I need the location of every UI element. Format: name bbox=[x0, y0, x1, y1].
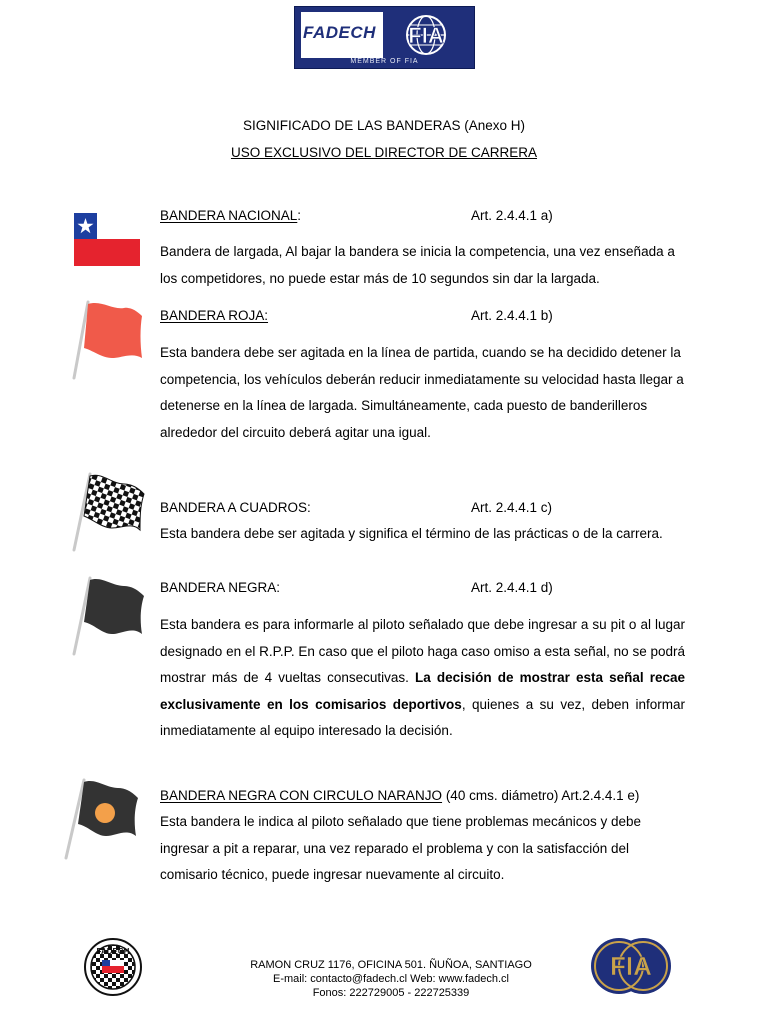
footer-contact bbox=[230, 958, 552, 1000]
heading-bandera-nacional: BANDERA NACIONAL: bbox=[160, 208, 302, 223]
fia-letters: FIA bbox=[408, 23, 444, 48]
description-bandera-roja: Esta bandera debe ser agitada en la línea de partida, cuando se ha decidido detener la competencia, los vehículos deberán reducir inmediatamente su velocidad hasta llegar a detenerse en la línea de largada. Simultáneamente, cada puesto de banderilleros alrededor del circuito deberá agitar una igual. bbox=[160, 345, 684, 440]
chile-flag-icon bbox=[74, 213, 140, 271]
heading-bandera-negra: BANDERA NEGRA: bbox=[160, 580, 281, 595]
bold-decision-text: La decisión de mostrar esta señal recae exclusivamente en los comisarios deportivos bbox=[160, 670, 685, 712]
fia-globe-icon bbox=[383, 12, 470, 58]
fadech-logo-text: FADECH bbox=[96, 947, 130, 956]
art-bandera-a-cuadros: Art. 2.4.4.1 c) bbox=[471, 500, 553, 515]
art-bandera-nacional: Art. 2.4.4.1 a) bbox=[471, 208, 553, 223]
black-orange-disc-flag-icon bbox=[62, 776, 142, 865]
document-subtitle: USO EXCLUSIVO DEL DIRECTOR DE CARRERA bbox=[230, 145, 538, 160]
heading-bandera-a-cuadros: BANDERA A CUADROS: bbox=[160, 500, 311, 515]
checkered-flag-icon bbox=[68, 470, 148, 557]
footer-address: RAMON CRUZ 1176, OFICINA 501. ÑUÑOA, SANTIAGO bbox=[250, 959, 532, 971]
black-flag-icon bbox=[68, 574, 148, 661]
heading-bandera-roja: BANDERA ROJA: bbox=[160, 308, 269, 323]
description-bandera-negra: Esta bandera es para informarle al piloto señalado que debe ingresar a su pit o al lugar designado en el R.P.P. En caso que el piloto haga caso omiso a esta señal, no se podrá mostrar más de 4 vueltas consecutivas. La decisión de mostrar esta señal recae exclusivamente en los comisarios deportivos, quienes a su vez, deben informar inmediatamente al equipo interesado la decisión. bbox=[160, 617, 685, 738]
fia-round-logo bbox=[589, 936, 673, 1001]
document-title: SIGNIFICADO DE LAS BANDERAS (Anexo H) bbox=[242, 118, 526, 133]
description-bandera-nacional: Bandera de largada, Al bajar la bandera se inicia la competencia, una vez enseñada a los competidores, no puede estar más de 10 segundos sin dar la largada. bbox=[160, 244, 675, 286]
red-flag-icon bbox=[68, 298, 148, 385]
description-bandera-negra-circulo: Esta bandera le indica al piloto señalado que tiene problemas mecánicos y debe ingresar a pit a reparar, una vez reparado el problema y con la satisfacción del comisario técnico, puede ingresar nuevamente al circuito. bbox=[160, 814, 642, 882]
footer-phones: Fonos: 222729005 - 222725339 bbox=[312, 987, 470, 999]
footer-email-web: E-mail: contacto@fadech.cl Web: www.fadech.cl bbox=[273, 973, 509, 985]
logo-brand-text: FADECH bbox=[303, 23, 376, 42]
member-of-fia-text: MEMBER OF FIA bbox=[350, 58, 419, 65]
description-bandera-a-cuadros: Esta bandera debe ser agitada y significa el término de las prácticas o de la carrera. bbox=[160, 526, 663, 541]
art-bandera-roja: Art. 2.4.4.1 b) bbox=[471, 308, 553, 323]
fadech-fia-logo bbox=[294, 6, 475, 69]
heading-bandera-negra-circulo: BANDERA NEGRA CON CIRCULO NARANJO (40 cms. diámetro) Art.2.4.4.1 e) bbox=[160, 788, 640, 803]
fia-footer-letters: FIA bbox=[610, 951, 652, 981]
art-bandera-negra: Art. 2.4.4.1 d) bbox=[471, 580, 553, 595]
fia-emblem bbox=[383, 12, 470, 58]
fadech-round-logo bbox=[84, 938, 142, 1001]
